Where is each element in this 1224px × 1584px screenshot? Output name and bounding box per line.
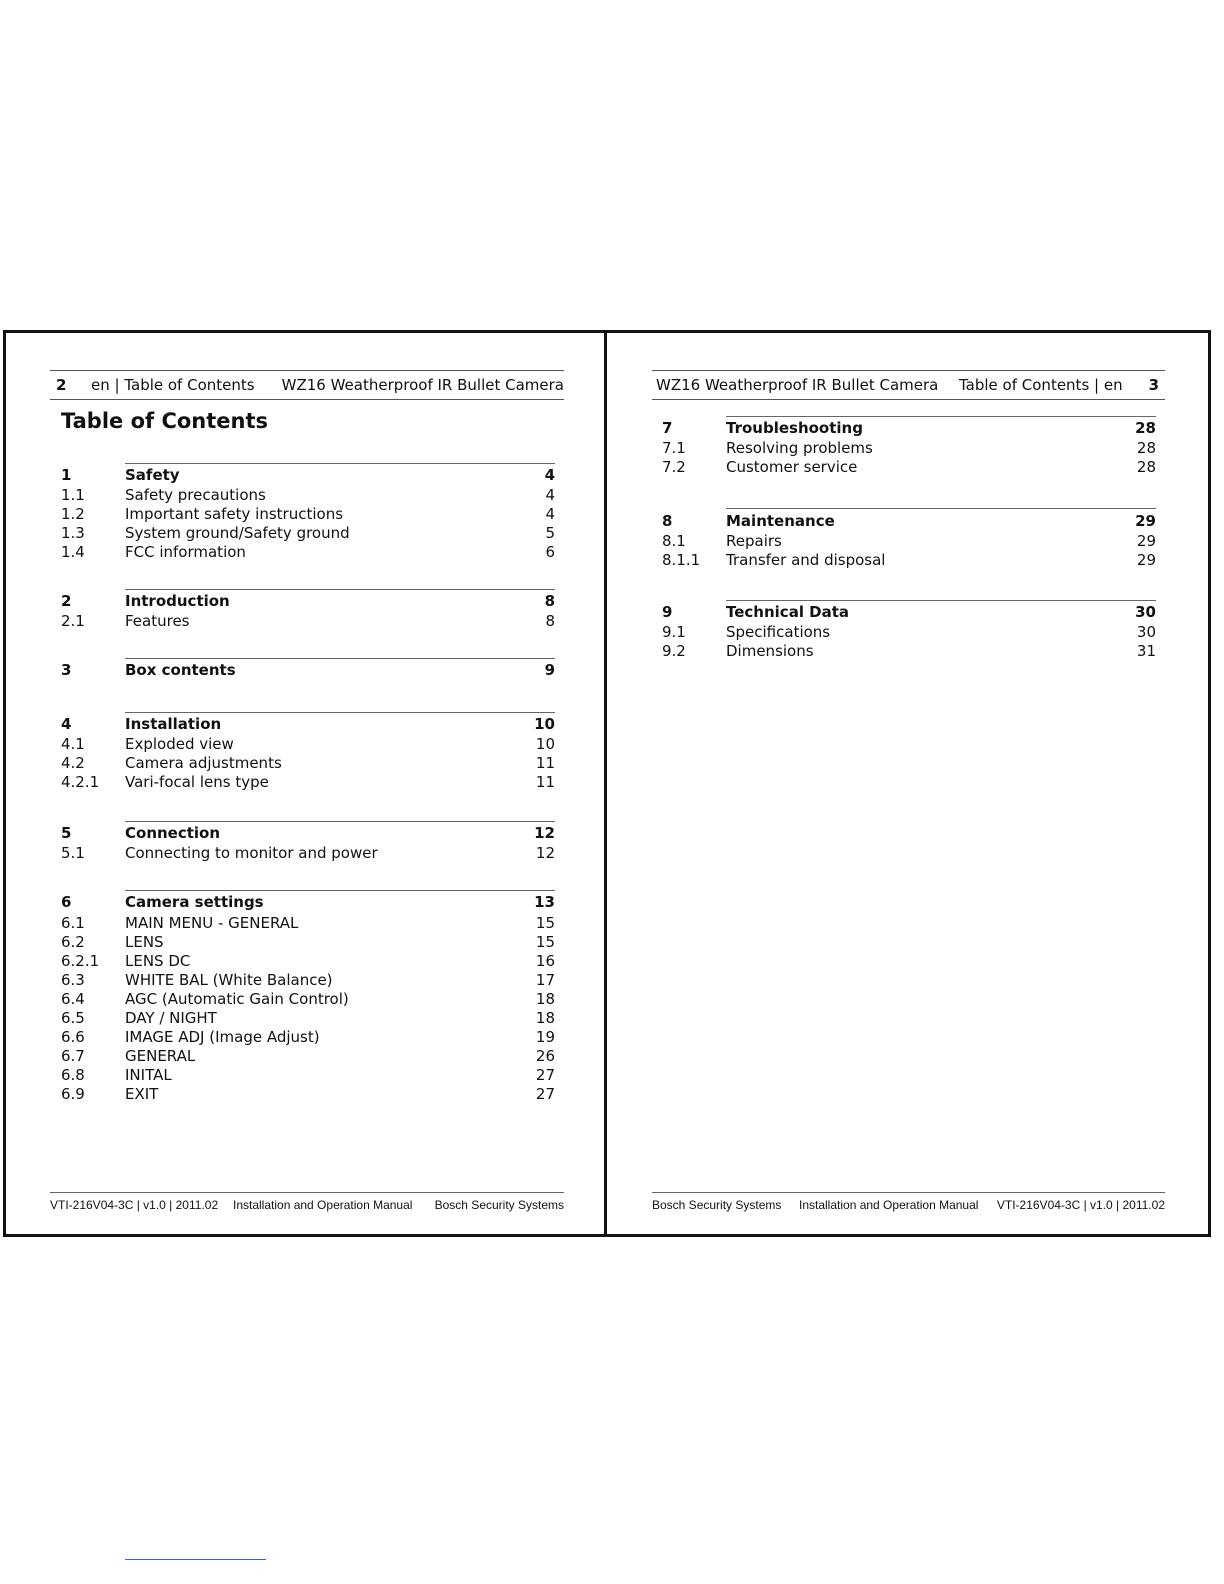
- chapter-title: Troubleshooting: [726, 419, 863, 437]
- entry-page: 18: [535, 1009, 555, 1027]
- entry-number: 5.1: [61, 844, 85, 862]
- entry-page: 17: [535, 971, 555, 989]
- entry-title: Exploded view: [125, 735, 234, 753]
- toc-entry[interactable]: [61, 952, 555, 971]
- chapter-title: Installation: [125, 715, 222, 733]
- chapter-title: Maintenance: [726, 512, 835, 530]
- entry-title: AGC (Automatic Gain Control): [125, 990, 349, 1008]
- entry-page: 10: [535, 735, 555, 753]
- entry-title: Important safety instructions: [125, 505, 344, 523]
- entry-number: 6.9: [61, 1085, 85, 1103]
- left-page: [3, 333, 607, 1234]
- chapter-title: Connection: [125, 824, 221, 842]
- right-page-footer: [652, 1192, 1165, 1217]
- chapter-page: 9: [544, 661, 555, 679]
- entry-title: Dimensions: [726, 642, 814, 660]
- toc-chapter-installation[interactable]: [61, 715, 555, 734]
- toc-chapter-troubleshooting[interactable]: [662, 419, 1156, 438]
- entry-number: 2.1: [61, 612, 85, 630]
- entry-title: Specifications: [726, 623, 831, 641]
- entry-title: LENS: [125, 933, 164, 951]
- toc-section: [662, 600, 1156, 662]
- entry-page: 15: [535, 914, 555, 932]
- entry-number: 7.1: [662, 439, 686, 457]
- entry-page: 16: [535, 952, 555, 970]
- toc-entry[interactable]: [61, 1085, 555, 1104]
- left-page-header: [50, 370, 564, 400]
- entry-number: 7.2: [662, 458, 686, 476]
- entry-number: 6.4: [61, 990, 85, 1008]
- toc-entry[interactable]: [61, 612, 555, 631]
- entry-title: Vari-focal lens type: [125, 773, 269, 791]
- chapter-number: 3: [61, 661, 72, 679]
- chapter-page: 8: [544, 592, 555, 610]
- entry-page: 4: [545, 486, 555, 504]
- toc-entry[interactable]: [61, 1066, 555, 1085]
- entry-title: DAY / NIGHT: [125, 1009, 217, 1027]
- entry-page: 11: [535, 773, 555, 791]
- entry-title: Camera adjustments: [125, 754, 282, 772]
- chapter-number: 7: [662, 419, 673, 437]
- toc-entry[interactable]: [61, 486, 555, 505]
- footer-company: Bosch Security Systems: [652, 1198, 782, 1212]
- chapter-number: 5: [61, 824, 72, 842]
- toc-entry[interactable]: [61, 524, 555, 543]
- entry-title: Safety precautions: [125, 486, 266, 504]
- entry-page: 26: [535, 1047, 555, 1065]
- entry-title: Transfer and disposal: [726, 551, 886, 569]
- chapter-number: 1: [61, 466, 72, 484]
- entry-title: Features: [125, 612, 190, 630]
- footer-manual: Installation and Operation Manual: [799, 1198, 979, 1212]
- chapter-number: 4: [61, 715, 72, 733]
- entry-number: 6.3: [61, 971, 85, 989]
- entry-number: 6.1: [61, 914, 85, 932]
- toc-entry[interactable]: [61, 1028, 555, 1047]
- toc-entry[interactable]: [61, 844, 555, 863]
- entry-number: 1.4: [61, 543, 85, 561]
- entry-page: 12: [535, 844, 555, 862]
- page-title: Table of Contents: [61, 409, 269, 433]
- entry-title: Connecting to monitor and power: [125, 844, 378, 862]
- chapter-number: 2: [61, 592, 72, 610]
- chapter-page: 28: [1135, 419, 1156, 437]
- left-page-footer: [50, 1192, 564, 1217]
- toc-chapter-safety[interactable]: [61, 466, 555, 485]
- toc-section: [61, 890, 555, 1105]
- toc-entry[interactable]: [61, 933, 555, 952]
- toc-entry[interactable]: [662, 532, 1156, 551]
- entry-page: 27: [535, 1066, 555, 1084]
- section-divider: [125, 712, 555, 713]
- chapter-page: 10: [534, 715, 555, 733]
- toc-entry[interactable]: [61, 990, 555, 1009]
- entry-number: 6.2: [61, 933, 85, 951]
- header-doc-title: WZ16 Weatherproof IR Bullet Camera: [281, 376, 564, 394]
- header-section: Table of Contents | en: [959, 376, 1123, 394]
- toc-entry[interactable]: [61, 1009, 555, 1028]
- section-divider: [125, 589, 555, 590]
- entry-title: INITAL: [125, 1066, 172, 1084]
- footer-manual: Installation and Operation Manual: [233, 1198, 413, 1212]
- toc-entry[interactable]: [662, 623, 1156, 642]
- chapter-title: Box contents: [125, 661, 236, 679]
- entry-page: 19: [535, 1028, 555, 1046]
- entry-title: GENERAL: [125, 1047, 196, 1065]
- chapter-page: 13: [534, 893, 555, 911]
- chapter-page: 4: [544, 466, 555, 484]
- footer-doc-id: VTI-216V04-3C | v1.0 | 2011.02: [996, 1198, 1165, 1212]
- entry-title: Resolving problems: [726, 439, 873, 457]
- toc-entry[interactable]: [61, 505, 555, 524]
- entry-number: 4.1: [61, 735, 85, 753]
- chapter-title: Camera settings: [125, 893, 264, 911]
- footer-doc-id: VTI-216V04-3C | v1.0 | 2011.02: [50, 1198, 219, 1212]
- section-divider: [726, 416, 1156, 417]
- toc-section: [61, 658, 555, 683]
- header-section: en | Table of Contents: [91, 376, 255, 394]
- entry-number: 4.2: [61, 754, 85, 772]
- toc-entry[interactable]: [61, 914, 555, 933]
- entry-number: 9.2: [662, 642, 686, 660]
- toc-chapter-connection[interactable]: [61, 824, 555, 843]
- header-doc-title: WZ16 Weatherproof IR Bullet Camera: [656, 376, 939, 394]
- entry-number: 8.1: [662, 532, 686, 550]
- entry-page: 27: [535, 1085, 555, 1103]
- toc-entry[interactable]: [61, 735, 555, 754]
- right-page: [607, 333, 1211, 1234]
- toc-entry[interactable]: [662, 551, 1156, 570]
- entry-number: 1.2: [61, 505, 85, 523]
- entry-title: FCC information: [125, 543, 246, 561]
- toc-entry[interactable]: [61, 971, 555, 990]
- entry-number: 1.1: [61, 486, 85, 504]
- chapter-number: 6: [61, 893, 72, 911]
- toc-chapter-introduction[interactable]: [61, 592, 555, 611]
- entry-title: WHITE BAL (White Balance): [125, 971, 333, 989]
- section-divider: [125, 658, 555, 659]
- entry-page: 30: [1136, 623, 1156, 641]
- entry-title: Customer service: [726, 458, 858, 476]
- entry-number: 6.2.1: [61, 952, 100, 970]
- entry-title: LENS DC: [125, 952, 191, 970]
- entry-title: MAIN MENU - GENERAL: [125, 914, 299, 932]
- toc-section: [662, 416, 1156, 478]
- entry-page: 15: [535, 933, 555, 951]
- entry-number: 4.2.1: [61, 773, 100, 791]
- toc-entry[interactable]: [662, 458, 1156, 477]
- entry-title: Repairs: [726, 532, 782, 550]
- toc-entry[interactable]: [61, 543, 555, 562]
- entry-title: IMAGE ADJ (Image Adjust): [125, 1028, 320, 1046]
- entry-page: 29: [1136, 532, 1156, 550]
- entry-page: 28: [1136, 439, 1156, 457]
- entry-number: 9.1: [662, 623, 686, 641]
- entry-page: 28: [1136, 458, 1156, 476]
- entry-number: 8.1.1: [662, 551, 701, 569]
- chapter-page: 12: [534, 824, 555, 842]
- chapter-number: 9: [662, 603, 673, 621]
- entry-number: 6.6: [61, 1028, 85, 1046]
- entry-title: EXIT: [125, 1085, 159, 1103]
- entry-page: 6: [545, 543, 555, 561]
- right-page-header: [652, 370, 1165, 400]
- toc-section: [662, 508, 1156, 570]
- section-divider: [125, 463, 555, 464]
- chapter-page: 29: [1135, 512, 1156, 530]
- chapter-number: 8: [662, 512, 673, 530]
- chapter-title: Technical Data: [726, 603, 850, 621]
- toc-chapter-technical-data[interactable]: [662, 603, 1156, 622]
- entry-number: 6.7: [61, 1047, 85, 1065]
- toc-section: [61, 821, 555, 866]
- toc-chapter-maintenance[interactable]: [662, 512, 1156, 531]
- header-page-number: 2: [56, 376, 67, 394]
- section-divider: [125, 890, 555, 891]
- toc-chapter-box-contents[interactable]: [61, 661, 555, 680]
- chapter-page: 30: [1135, 603, 1156, 621]
- entry-page: 29: [1136, 551, 1156, 569]
- header-page-number: 3: [1148, 376, 1159, 394]
- entry-page: 8: [545, 612, 555, 630]
- entry-page: 5: [545, 524, 555, 542]
- chapter-title: Safety: [125, 466, 180, 484]
- section-divider: [726, 600, 1156, 601]
- section-divider: [726, 508, 1156, 509]
- toc-entry[interactable]: [61, 1047, 555, 1066]
- entry-page: 11: [535, 754, 555, 772]
- entry-page: 18: [535, 990, 555, 1008]
- toc-chapter-camera-settings[interactable]: [61, 893, 555, 912]
- link-underline[interactable]: [125, 1559, 266, 1560]
- entry-number: 6.8: [61, 1066, 85, 1084]
- section-divider: [125, 821, 555, 822]
- footer-company: Bosch Security Systems: [434, 1198, 564, 1212]
- entry-number: 1.3: [61, 524, 85, 542]
- entry-number: 6.5: [61, 1009, 85, 1027]
- entry-page: 31: [1136, 642, 1156, 660]
- entry-title: System ground/Safety ground: [125, 524, 350, 542]
- chapter-title: Introduction: [125, 592, 230, 610]
- entry-page: 4: [545, 505, 555, 523]
- toc-section: [61, 712, 555, 794]
- toc-entry[interactable]: [61, 754, 555, 773]
- toc-entry[interactable]: [662, 439, 1156, 458]
- toc-section: [61, 463, 555, 563]
- toc-entry[interactable]: [662, 642, 1156, 661]
- page-spread: [3, 330, 1211, 1237]
- toc-section: [61, 589, 555, 634]
- toc-entry[interactable]: [61, 773, 555, 792]
